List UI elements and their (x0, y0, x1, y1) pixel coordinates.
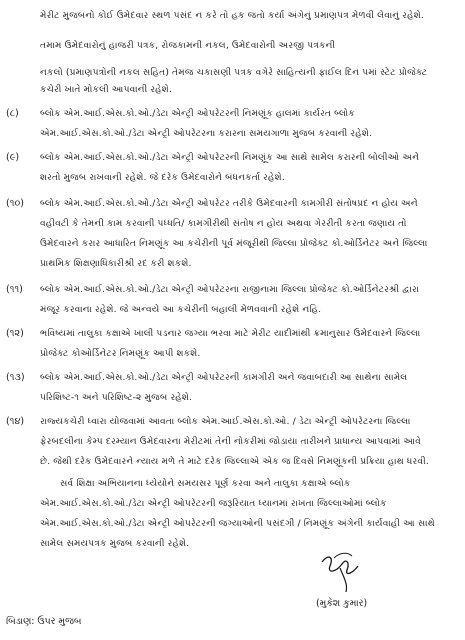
item-line: ઉમેદવારને કરાર આધારિત નિમણૂંક આ કચેરીની પૂર્વ મંજૂરીથી જિલ્લા પ્રોજેક્ટ કો.ઓર્ડિનેટર અને જિલ્લા (40, 238, 428, 249)
item-number: (૧૦) (6, 198, 24, 209)
item-line: પ્રોજેક્ટ કોઓર્ડિનેટર નિમણૂંક આપી શકશે. (40, 348, 201, 359)
item-number: (૧૪) (6, 416, 25, 427)
handwritten-signature (300, 548, 410, 596)
item-line: બ્લોક એમ.આઈ.એસ.કો.ઓ./ડેટા એન્ટ્રી ઓપરેટરના રાજીનામા જિલ્લા પ્રોજેક્ટ કો.ઓર્ડિનેટરશ્રી દ્વારા (40, 284, 420, 295)
item-line: વહીવટી કે તેમની કામ કરવાની પધ્ધતિ/ કામગીરીથી સંતોષ ન હોય અથવા ગેરરીતી કરતા જણાય તો (40, 218, 407, 229)
item-line: એમ.આઈ.એસ.કો.ઓ./ડેટા એન્ટ્રી ઓપરેટરના કરારના સમયગાળા મુજબ કરવાની રહેશે. (40, 128, 373, 139)
item-line: ભવિષ્યમાં તાલુકા કક્ષાએ ખાલી પડનાર જગ્યા ભરવા માટે મેરીટ યાદીમાંથી ક્રમાનુસાર ઉમેદવારને જિલ્લા (40, 328, 421, 339)
intro-line: મેરીટ મુજબનો કોઈ ઉમેદવાર સ્થળ પસંદ ન કરે તો હક જતો કર્યા અંગેનું પ્રમાણપત્ર મેળવી લેવાનું રહેશે. (40, 10, 424, 21)
item-line: શરતો મુજબ રાખવાની રહેશે. જે દરેક ઉમેદવારોને બંધનકર્તા રહેશે. (40, 172, 285, 183)
signatory-name: (મુકેશ કુમાર) (316, 598, 368, 609)
intro-line: નકલો (પ્રમાણપત્રોની નકલ સહિત) તેમજ ચકાસણી પત્રક વગેરે સાહિત્યની ફાઈલ દિન પમાં સ્ટેટ પ્રોજેક્ટ (40, 67, 428, 78)
item-number: (૧૧) (6, 284, 23, 295)
item-line: બ્લોક એમ.આઈ.એસ.કો.ઓ./ડેટા એન્ટ્રી ઓપરેટરની નિમણૂંક હાલમાં કાર્યરત બ્લોક (40, 108, 355, 119)
item-line: પરિશિષ્ટ-૧ અને પરિશિષ્ટ-૨ મુજબ રહેશે. (40, 392, 193, 403)
item-line: ફેરબદલીના કેમ્પ દરમ્યાન ઉમેદવારના મેરીટમાં તેની નોકરીમાં જોડાયા તારીખને પ્રાધાન્ય આપવામાં આવે (40, 436, 421, 447)
item-number: (૮) (6, 108, 19, 119)
intro-line: કચેરી ખાતે મોકલી આપવાની રહેશે. (40, 84, 173, 95)
closing-line: સામેલ સમયપત્રક મુજબ કરવાની રહેશે. (40, 538, 190, 549)
intro-line: તમામ ઉમેદવારોનું હાજરી પત્રક, રોજકામની નકલ, ઉમેદવારોની અરજી પત્રકની (40, 40, 336, 51)
item-number: (૧૨) (6, 328, 24, 339)
item-line: પ્રાથમિક શિક્ષણાધિકારીશ્રી રદ કરી શકશે. (40, 258, 192, 269)
item-line: મંજૂર કરવાના રહેશે. જે અન્વયે આ કચેરીની બહાલી મેળવવાની રહેશે નહિ. (40, 304, 322, 315)
item-line: બ્લોક એમ.આઈ.એસ.કો.ઓ./ડેટા એન્ટ્રી ઓપરેટર તરીકે ઉમેદવારની કામગીરી સંતોષપ્રદ ન હોય અને (40, 198, 418, 209)
enclosure-note: બિડાણ: ઉપર મુજબ (6, 616, 82, 627)
item-line: બ્લોક એમ.આઈ.એસ.કો.ઓ./ડેટા એન્ટ્રી ઓપરેટરની નિમણૂંક આ સાથે સામેલ કરારની બોલીઓ અને (40, 152, 420, 163)
closing-line: એમ.આઈ.એસ.કો.ઓ./ડેટા એન્ટ્રી ઓપરેટરની જગ્યાઓની પસંદગી / નિમણૂંક અંગેની કાર્યવાહી આ સાથે (40, 518, 435, 529)
closing-line: એમ.આઈ.એસ.કો.ઓ./ડેટા એન્ટ્રી ઓપરેટરની જરૂરિયાત ધ્યાનમાં રાખતા જિલ્લાઓમાં બ્લોક (40, 498, 387, 509)
item-number: (૯) (6, 152, 20, 163)
closing-line: સર્વ શિક્ષા અભિયાનના ધ્યેયોને સમયસર પૂર્ણ કરવા અને તાલુકા કક્ષાએ બ્લોક (60, 478, 351, 489)
item-line: બ્લોક એમ.આઈ.એસ.કો.ઓ./ડેટા એન્ટ્રી ઓપરેટરની કામગીરી અને જવાબદારી આ સાથેના સામેલ (40, 372, 408, 383)
item-line: છે. જેથી દરેક ઉમેદવારને ન્યાય મળે તે માટે દરેક જિલ્લાએ એક જ દિવસે નિમણૂંકની પ્રક્રિયા હાથ ધરવી. (40, 456, 429, 467)
signature-block (300, 548, 410, 618)
item-line: રાજ્યકચેરી ધ્વારા યોજવામાં આવતા બ્લોક એમ.આઈ.એસ.કો.ઓ. / ડેટા એન્ટ્રી ઓપરેટરના જિલ્લા (40, 416, 411, 427)
item-number: (૧૩) (6, 372, 25, 383)
